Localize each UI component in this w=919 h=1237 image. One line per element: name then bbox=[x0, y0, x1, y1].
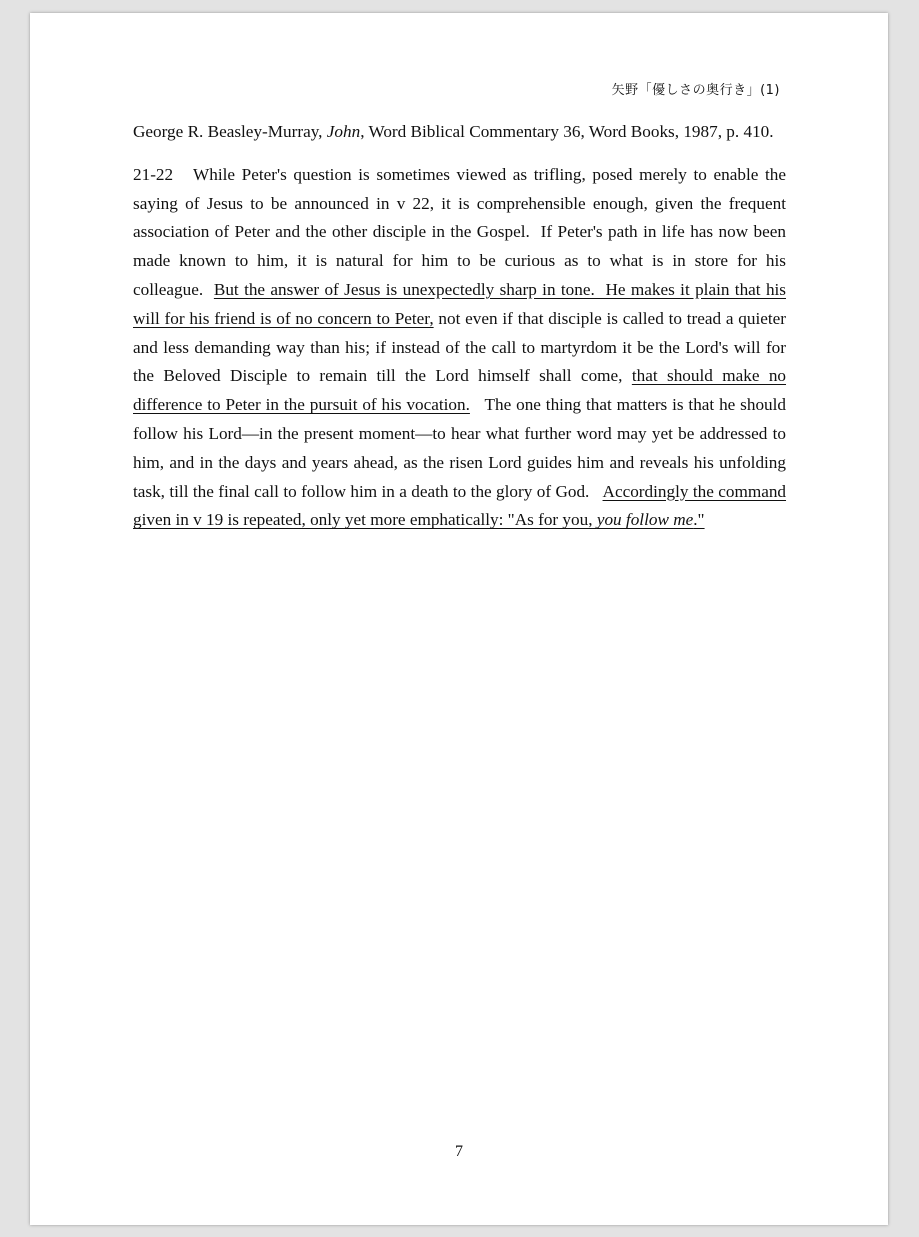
page-number: 7 bbox=[455, 1143, 463, 1160]
citation-authors: George R. Beasley-Murray, bbox=[133, 122, 323, 141]
underlined-passage-3-text: Accordingly the command given in v 19 is repeated, only yet more emphatically: "As for you, bbox=[133, 481, 787, 530]
commentary-paragraph bbox=[133, 161, 786, 535]
body-text bbox=[133, 118, 786, 535]
citation bbox=[133, 118, 786, 147]
underlined-passage-3-end: ." bbox=[693, 510, 705, 530]
commentary-text-3: The one thing that matters is that he should follow his Lord—in the present moment—to hear what further word may yet be addressed to him, and in the days and years ahead, as the risen Lord guides him and reveals his unfolding task, till the final call to follow him in a death to the glory of God. bbox=[133, 395, 786, 501]
underlined-passage-2: that should make no difference to Peter in the pursuit of his vocation. bbox=[133, 366, 787, 415]
citation-title: John bbox=[326, 122, 361, 141]
underlined-passage-1: But the answer of Jesus is unexpectedly sharp in tone. He makes it plain that his will for his friend is of no concern to Peter, bbox=[133, 279, 786, 328]
commentary-text-2: not even if that disciple is called to tread a quieter and less demanding way than his; if instead of the call to martyrdom it be the Lord's will for the Beloved Disciple to remain till the Lord himself shall come, bbox=[133, 308, 787, 386]
verse-reference: 21-22 bbox=[133, 164, 174, 184]
running-header: 矢野「優しさの奥行き」(1) bbox=[611, 83, 780, 98]
citation-details: , Word Biblical Commentary 36, Word Books, 1987, p. 410. bbox=[360, 122, 774, 141]
underlined-passage-3-italic: you follow me bbox=[596, 510, 694, 530]
commentary-text-1: While Peter's question is sometimes viewed as trifling, posed merely to enable the saying of Jesus to be announced in v 22, it is comprehensible enough, given the frequent association of Peter and the other disciple in the Gospel. If Peter's path in life has now been made known to him, it is natural for him to be curious as to what is in store for his colleague. bbox=[133, 164, 787, 299]
document-page bbox=[30, 13, 888, 1225]
